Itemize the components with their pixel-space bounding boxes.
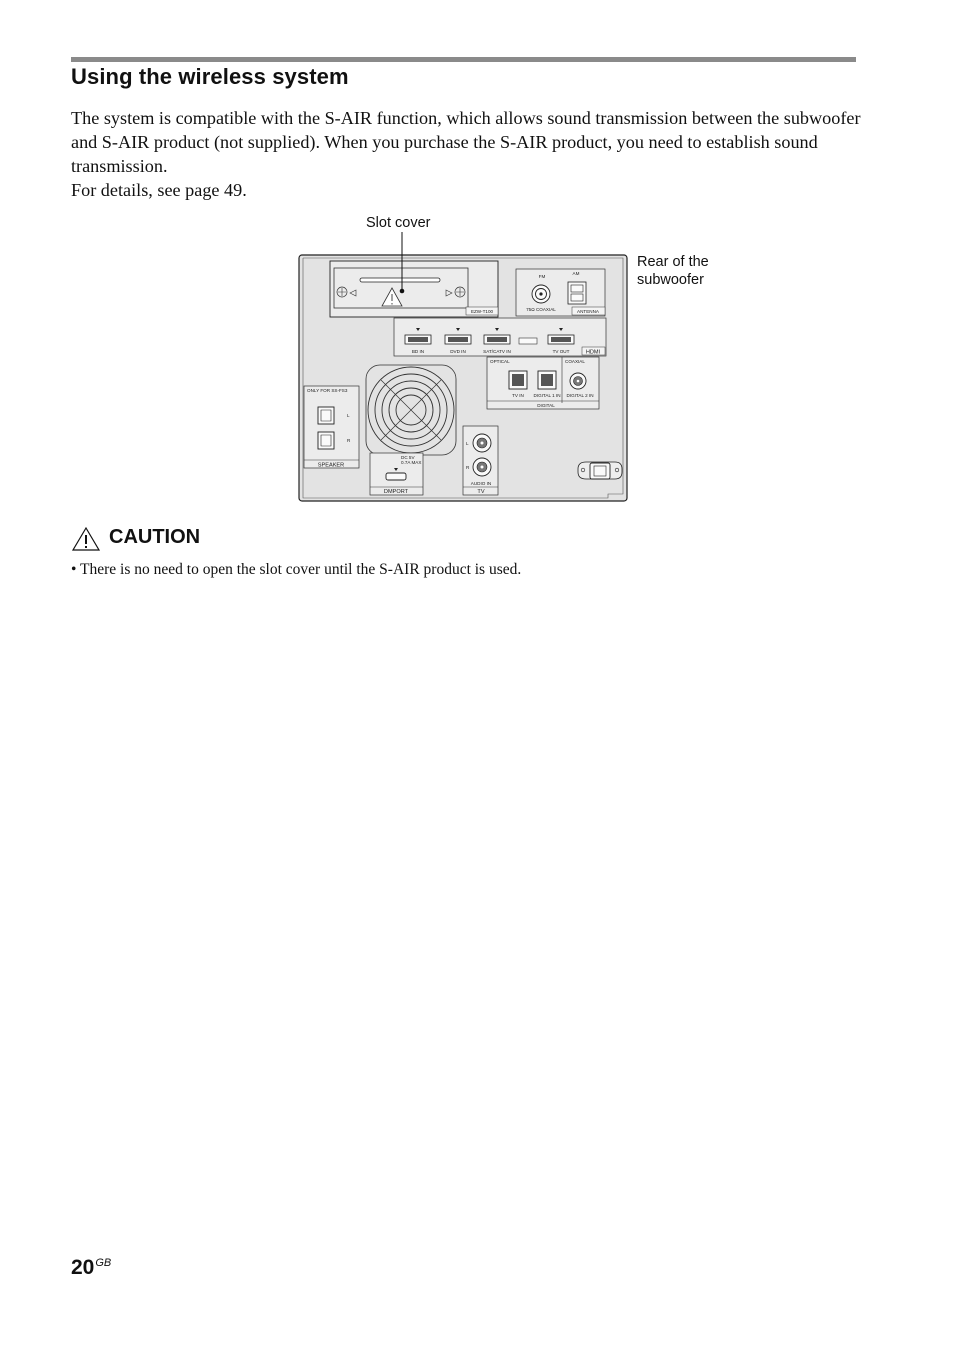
- optical-label: OPTICAL: [490, 359, 510, 364]
- body-text: [71, 106, 861, 202]
- speaker-terminal-l: [318, 407, 334, 424]
- header-rule: [71, 57, 856, 62]
- speaker-l-label: L: [347, 413, 350, 418]
- fm-jack-pin: [539, 292, 542, 295]
- page-number-value: 20: [71, 1256, 95, 1279]
- details-reference: For details, see page 49.: [71, 180, 247, 200]
- hdmi-port-bd-in-socket: [408, 337, 428, 342]
- tv-audio-r-jack-pin: [481, 466, 484, 469]
- page-number-suffix: GB: [95, 1257, 112, 1269]
- tv-in-label: TV IN: [512, 393, 524, 398]
- tv-audio-l-jack-pin: [481, 442, 484, 445]
- only-for-label: ONLY FOR SS-FS3: [307, 388, 348, 393]
- hdmi-port-sat-catv-in-socket: [487, 337, 507, 342]
- coaxial-label: COAXIAL: [565, 359, 585, 364]
- ac-inlet-socket: [590, 463, 610, 479]
- hdmi-label: HDMI: [585, 349, 601, 356]
- hdmi-blank-slot: [519, 338, 537, 344]
- sat-catv-in-label: SAT/CATV IN: [483, 349, 511, 354]
- speaker-terminal-r: [318, 432, 334, 449]
- subwoofer-rear-figure: [290, 208, 750, 508]
- ac-inlet: [578, 462, 622, 479]
- slot-cover-callout: Slot cover: [366, 215, 431, 231]
- fm-label: FM: [538, 274, 546, 279]
- antenna-label: ANTENNA: [577, 309, 599, 314]
- section-heading: Using the wireless system: [71, 64, 349, 89]
- rear-callout-line1: Rear of the: [637, 254, 709, 270]
- speaker-label: SPEAKER: [317, 462, 345, 469]
- ezw-label: EZW-T100: [470, 309, 494, 314]
- tv-audio-label: TV: [477, 489, 485, 495]
- dc-line1-label: DC 5V: [401, 455, 415, 460]
- caution-title: CAUTION: [109, 526, 201, 548]
- slot-opening: [360, 278, 440, 282]
- slot-cover-leader-dot: [400, 289, 405, 294]
- page-number: [71, 1256, 111, 1280]
- intro-paragraph: The system is compatible with the S-AIR function, which allows sound transmission between the subwoofer and S-AIR product (not supplied). When you purchase the S-AIR product, you need to establish sound transmission.: [71, 108, 861, 176]
- dmport-socket: [386, 473, 406, 480]
- coaxial-75-label: 75Ω COAXIAL: [526, 307, 556, 312]
- audio-in-label: AUDIO IN: [470, 481, 492, 486]
- tv-out-label: TV OUT: [552, 349, 570, 354]
- tv-audio-l-label: L: [466, 441, 469, 446]
- bd-in-label: BD IN: [411, 349, 425, 354]
- optical-port-digital-1-socket: [541, 374, 553, 386]
- digital-2-in-label: DIGITAL 2 IN: [566, 393, 594, 398]
- digital-label: DIGITAL: [537, 403, 555, 408]
- warning-icon: [71, 526, 101, 552]
- am-label: AM: [572, 271, 580, 276]
- speaker-block: [304, 386, 359, 468]
- caution-item: • There is no need to open the slot cover until the S-AIR product is used.: [71, 561, 522, 578]
- digital-1-in-label: DIGITAL 1 IN: [533, 393, 561, 398]
- dmport-label: DMPORT: [383, 489, 409, 495]
- optical-port-tv-in-socket: [512, 374, 524, 386]
- dvd-in-label: DVD IN: [450, 349, 466, 354]
- coaxial-port-digital-2-pin: [577, 380, 580, 383]
- hdmi-port-dvd-in-socket: [448, 337, 468, 342]
- dc-line2-label: 0.7A MAX: [401, 460, 422, 465]
- tv-audio-r-label: R: [466, 465, 470, 470]
- rear-callout-line2: subwoofer: [637, 272, 704, 288]
- speaker-r-label: R: [347, 438, 351, 443]
- hdmi-port-tv-out-socket: [551, 337, 571, 342]
- rear-callout: [637, 253, 709, 289]
